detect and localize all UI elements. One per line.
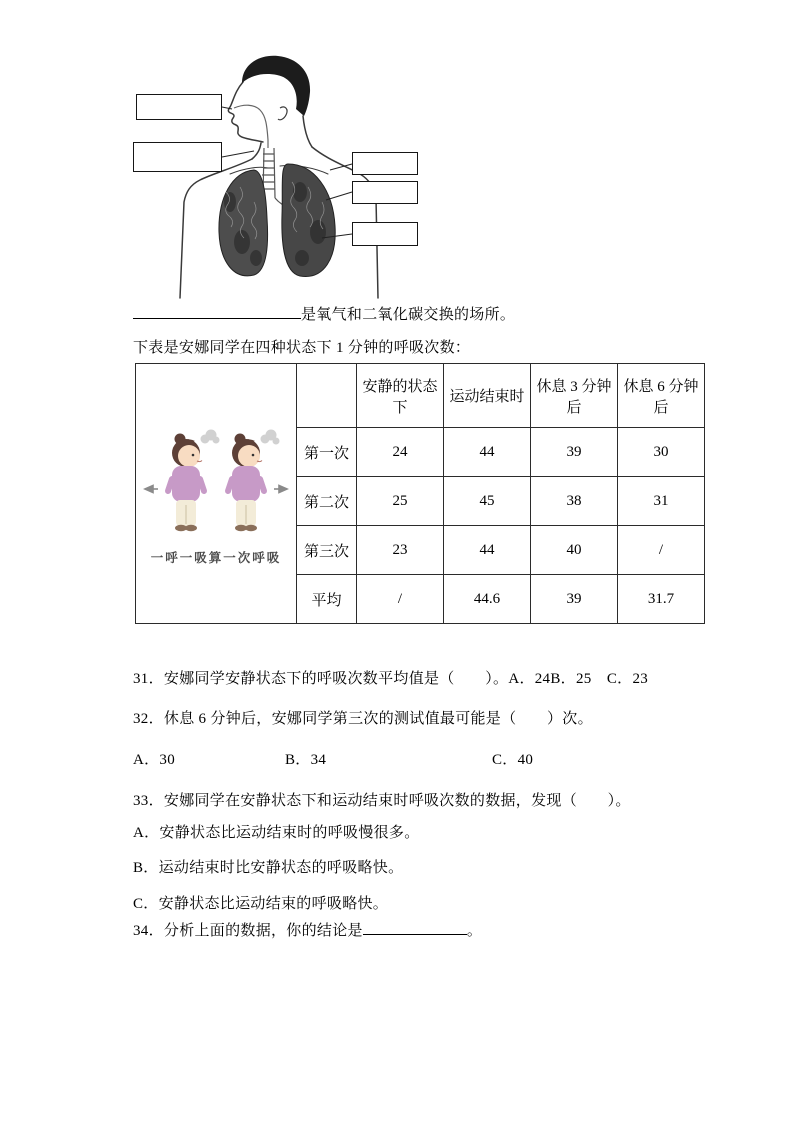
q31-options-inline: A．24B．25 C．23	[508, 671, 649, 687]
value-cell: 45	[444, 477, 531, 526]
hair-shape	[242, 56, 310, 116]
value-cell: 25	[357, 477, 444, 526]
value-cell: 31	[618, 477, 705, 526]
row-label-cell: 第一次	[297, 428, 357, 477]
value-cell: 30	[618, 428, 705, 477]
row-label-cell: 第二次	[297, 477, 357, 526]
question-33-stem: 33．安娜同学在安静状态下和运动结束时呼吸次数的数据，发现（ ）。	[133, 793, 631, 809]
question-34	[133, 920, 482, 943]
value-cell: 40	[531, 526, 618, 575]
girl-figure-left	[168, 433, 204, 531]
q33-option-b: B．运动结束时比安静状态的呼吸略快。	[133, 860, 404, 877]
label-box-right-3	[352, 222, 418, 246]
question-32-stem: 32．休息 6 分钟后，安娜同学第三次的测试值最可能是（ ）次。	[133, 711, 593, 727]
question-32-options	[133, 750, 533, 772]
q32-option-b: B．34	[285, 752, 327, 768]
value-cell: /	[357, 575, 444, 624]
right-arrow-icon	[274, 485, 287, 492]
kids-illustration-caption: 一呼一吸算一次呼吸	[150, 550, 282, 565]
q32-option-c: C．40	[492, 752, 534, 768]
q33-option-c: C．安静状态比运动结束的呼吸略快。	[133, 895, 389, 912]
q31-stem: 31．安娜同学安静状态下的呼吸次数平均值是（ ）。	[133, 671, 509, 687]
col-header-rest3: 休息 3 分钟后	[531, 364, 618, 428]
value-cell: 39	[531, 575, 618, 624]
col-header-quiet: 安静的状态下	[357, 364, 444, 428]
value-cell: 44	[444, 526, 531, 575]
answer-blank-line	[133, 304, 301, 319]
table-image-cell	[136, 364, 297, 624]
col-header-exercise: 运动结束时	[444, 364, 531, 428]
row-label-cell: 平均	[297, 575, 357, 624]
q34-answer-blank	[363, 920, 467, 935]
fill-blank-text: 是氧气和二氧化碳交换的场所。	[301, 307, 516, 323]
q34-suffix: 。	[466, 923, 483, 939]
value-cell: 24	[357, 428, 444, 477]
q33-option-a: A．安静状态比运动结束时的呼吸慢很多。	[133, 825, 420, 841]
label-box-left-2	[133, 142, 222, 172]
left-arrow-icon	[145, 485, 158, 492]
value-cell: 44	[444, 428, 531, 477]
q34-prefix: 34．分析上面的数据，你的结论是	[133, 923, 363, 939]
value-cell: 23	[357, 526, 444, 575]
question-31	[133, 669, 648, 691]
respiratory-diagram-svg	[130, 52, 422, 300]
value-cell: 44.6	[444, 575, 531, 624]
q32-option-a: A．30	[133, 752, 176, 768]
breath-rate-table	[135, 363, 705, 624]
row-label-cell: 第三次	[297, 526, 357, 575]
value-cell: 31.7	[618, 575, 705, 624]
breathing-kids-illustration	[141, 422, 291, 544]
table-intro: 下表是安娜同学在四种状态下 1 分钟的呼吸次数：	[133, 340, 471, 356]
col-header-rest6: 休息 6 分钟后	[618, 364, 705, 428]
value-cell: 39	[531, 428, 618, 477]
table-corner-cell	[297, 364, 357, 428]
value-cell: 38	[531, 477, 618, 526]
label-box-right-2	[352, 181, 418, 204]
value-cell: /	[618, 526, 705, 575]
label-box-left-1	[136, 94, 222, 120]
respiratory-system-illustration	[130, 52, 422, 300]
question-33-options	[133, 823, 673, 929]
girl-figure-right	[228, 433, 264, 531]
label-box-right-1	[352, 152, 418, 175]
fill-blank-sentence	[133, 304, 515, 327]
